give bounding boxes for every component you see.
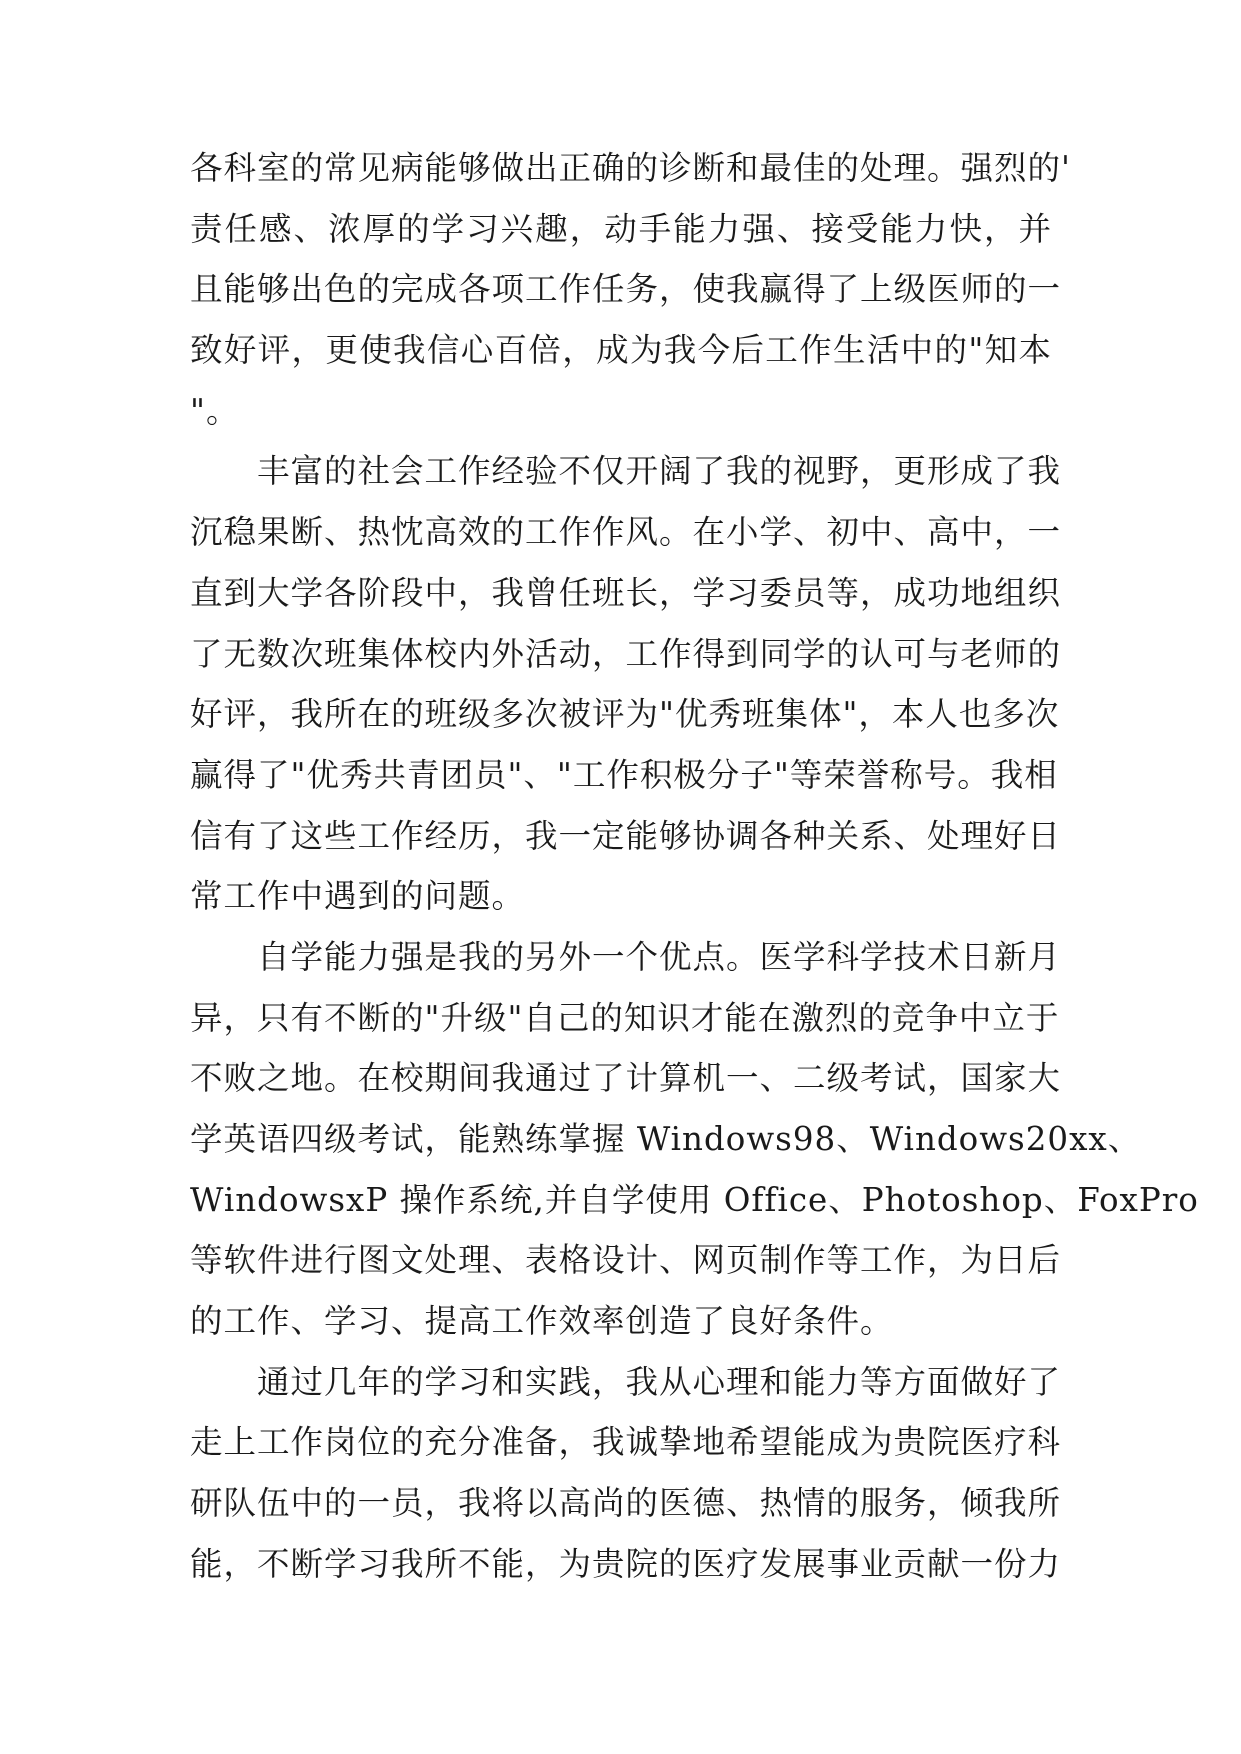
text-line: 致好评，更使我信心百倍，成为我今后工作生活中的"知本 bbox=[190, 331, 1052, 370]
text-line: 等软件进行图文处理、表格设计、网页制作等工作，为日后 bbox=[190, 1241, 1062, 1280]
text-line: 的工作、学习、提高工作效率创造了良好条件。 bbox=[190, 1302, 894, 1341]
text-line: 直到大学各阶段中，我曾任班长，学习委员等，成功地组织 bbox=[190, 573, 1062, 612]
text-line: 且能够出色的完成各项工作任务，使我赢得了上级医师的一 bbox=[190, 270, 1062, 309]
text-line: 信有了这些工作经历，我一定能够协调各种关系、处理好日 bbox=[190, 816, 1062, 855]
text-line: 自学能力强是我的另外一个优点。医学科学技术日新月 bbox=[190, 937, 1062, 976]
text-line: 不败之地。在校期间我通过了计算机一、二级考试，国家大 bbox=[190, 1059, 1062, 1098]
text-line: 赢得了"优秀共青团员"、"工作积极分子"等荣誉称号。我相 bbox=[190, 755, 1058, 794]
text-line: "。 bbox=[190, 391, 240, 430]
text-line: 好评，我所在的班级多次被评为"优秀班集体"，本人也多次 bbox=[190, 695, 1060, 734]
text-line: 各科室的常见病能够做出正确的诊断和最佳的处理。强烈的' bbox=[190, 149, 1071, 187]
text-line: 走上工作岗位的充分准备，我诚挚地希望能成为贵院医疗科 bbox=[190, 1423, 1062, 1462]
text-line: 常工作中遇到的问题。 bbox=[190, 877, 526, 916]
text-line: 能，不断学习我所不能，为贵院的医疗发展事业贡献一份力 bbox=[190, 1544, 1062, 1583]
body-text bbox=[190, 138, 1199, 1595]
text-line: 丰富的社会工作经验不仅开阔了我的视野，更形成了我 bbox=[190, 452, 1062, 491]
text-line: 了无数次班集体校内外活动，工作得到同学的认可与老师的 bbox=[190, 634, 1062, 673]
text-line: 沉稳果断、热忱高效的工作作风。在小学、初中、高中，一 bbox=[190, 513, 1062, 552]
text-line: WindowsxP 操作系统,并自学使用 Office、Photoshop、FoxPro bbox=[190, 1180, 1199, 1219]
text-line: 通过几年的学习和实践，我从心理和能力等方面做好了 bbox=[190, 1362, 1062, 1401]
text-line: 研队伍中的一员，我将以高尚的医德、热情的服务，倾我所 bbox=[190, 1484, 1062, 1523]
text-line: 责任感、浓厚的学习兴趣，动手能力强、接受能力快，并 bbox=[190, 209, 1052, 248]
text-line: 学英语四级考试，能熟练掌握 Windows98、Windows20xx、 bbox=[190, 1120, 1142, 1158]
text-line: 异，只有不断的"升级"自己的知识才能在激烈的竞争中立于 bbox=[190, 998, 1060, 1037]
